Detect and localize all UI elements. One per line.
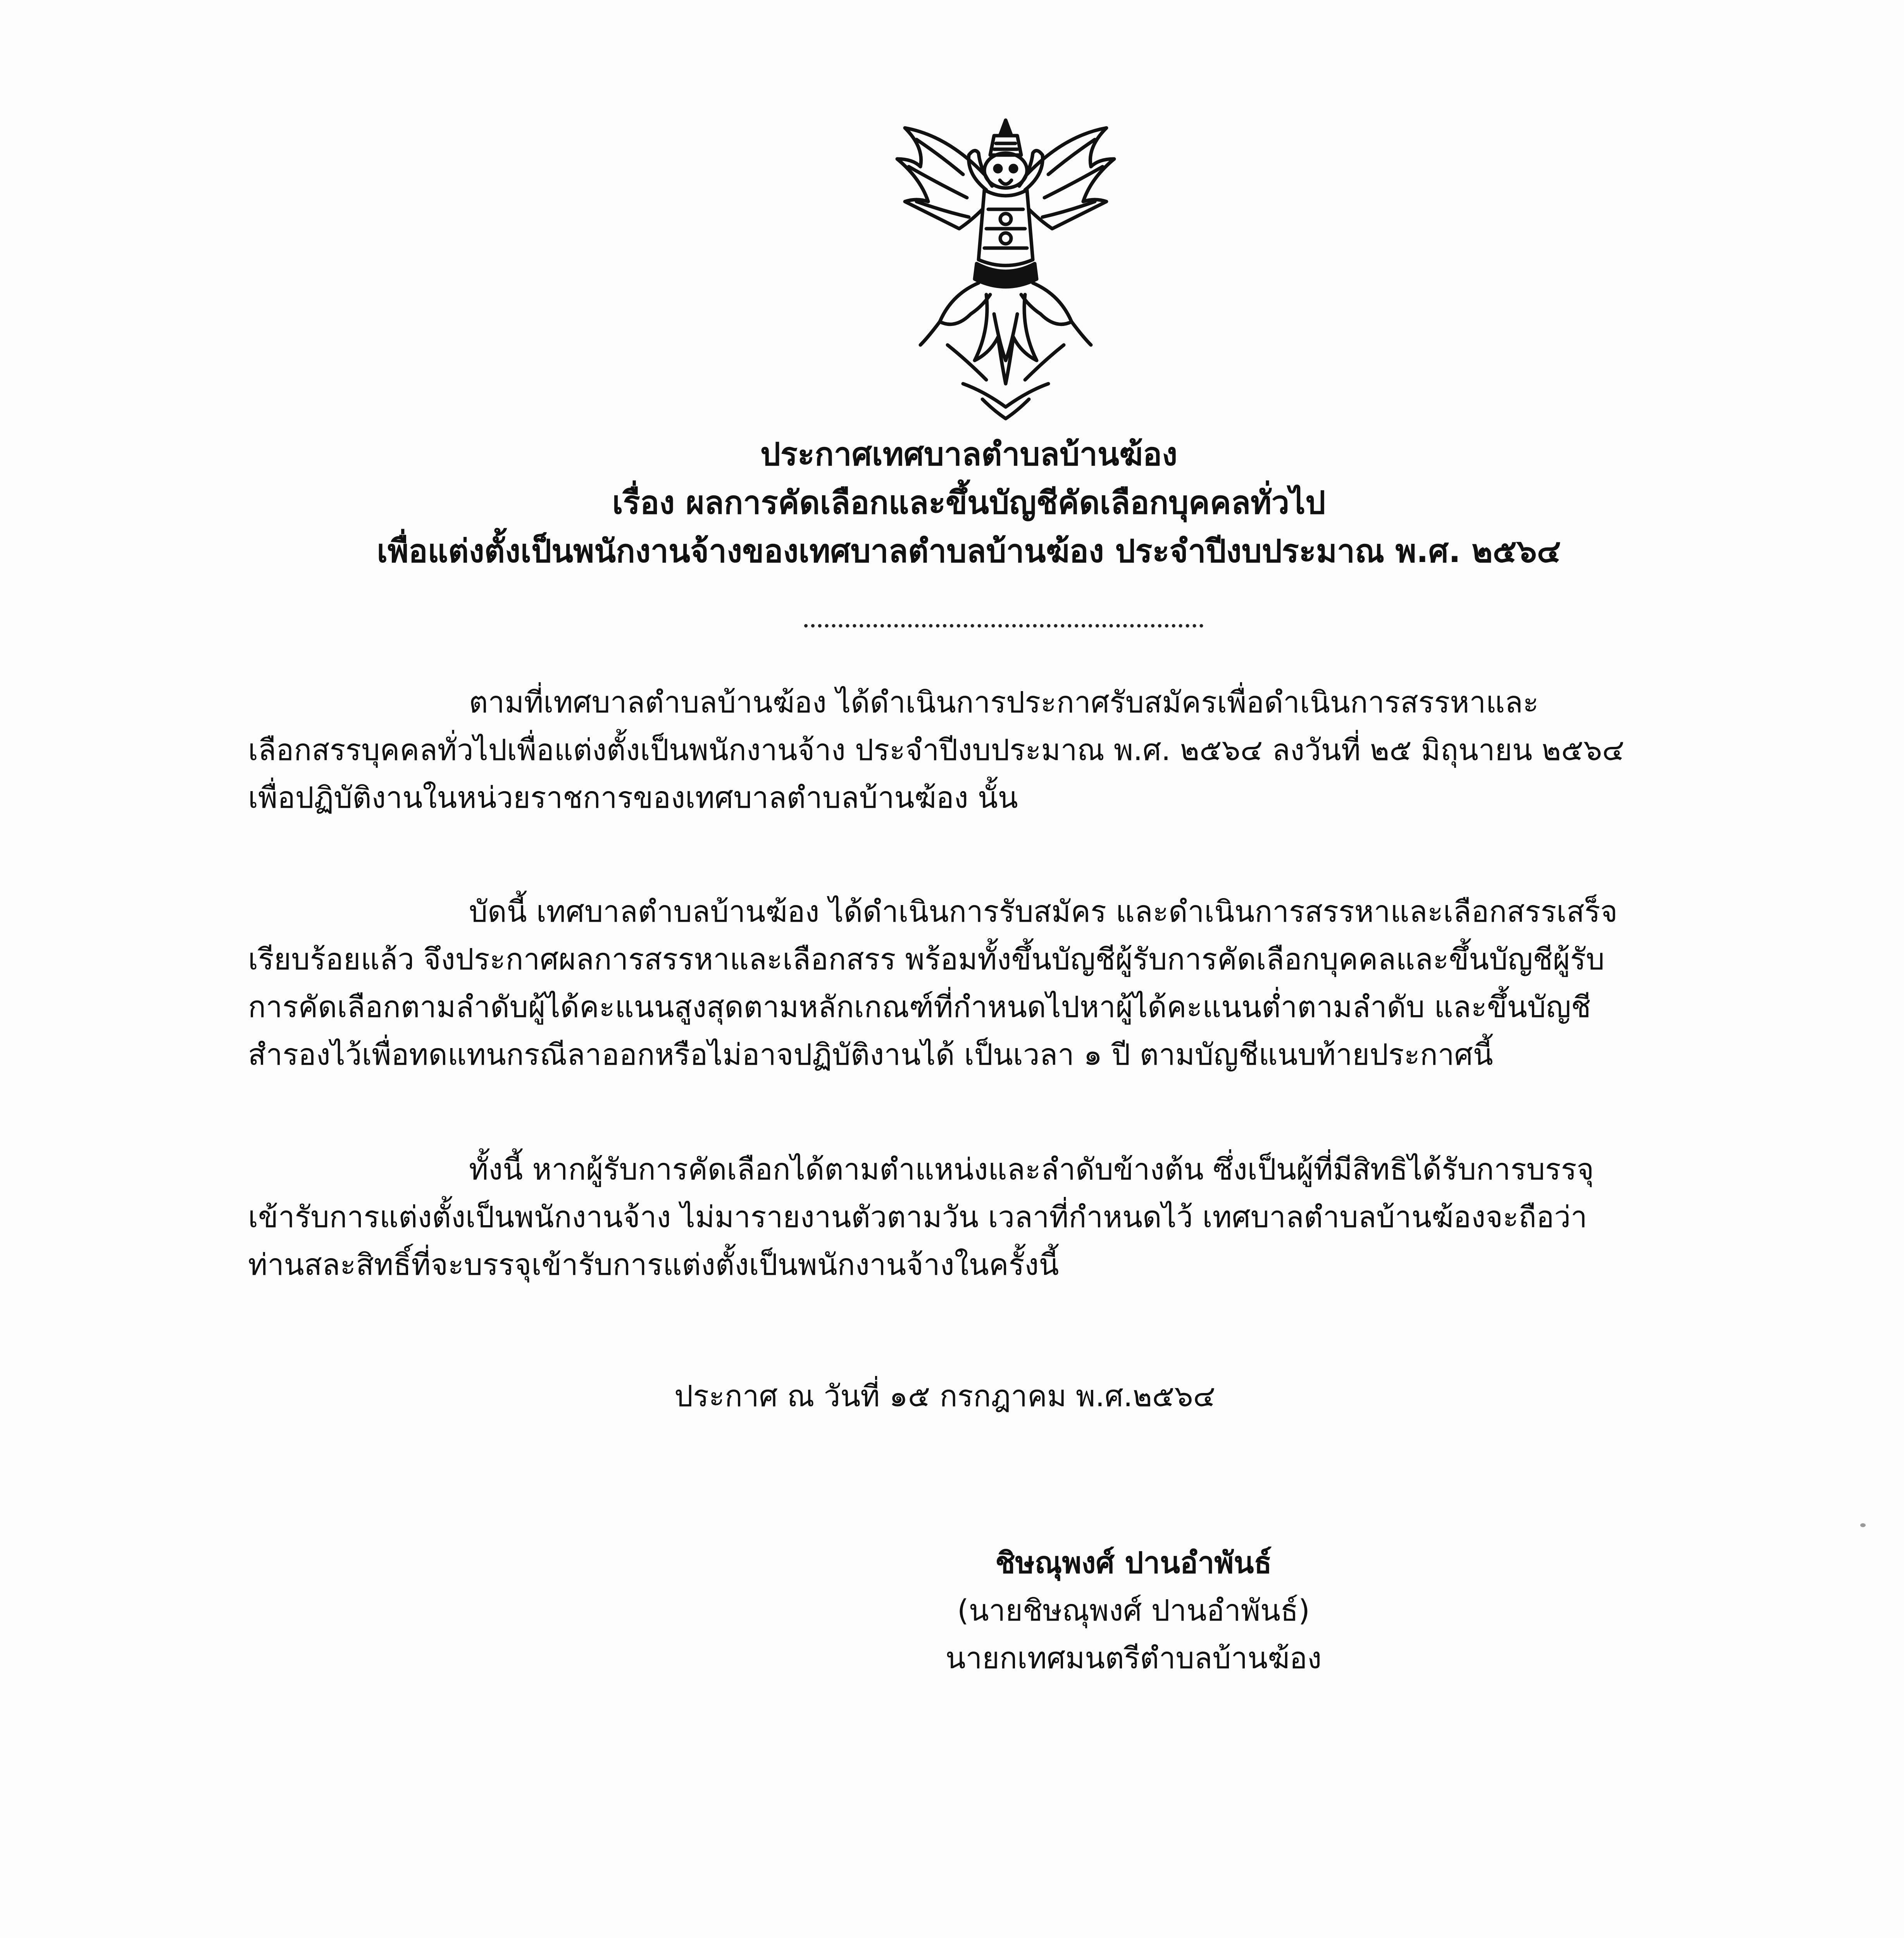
paragraph-results [248, 888, 1767, 1078]
paragraph-line: เรียบร้อยแล้ว จึงประกาศผลการสรรหาและเลือกสรร พร้อมทั้งขึ้นบัญชีผู้รับการคัดเลือกบุคคลและขึ้นบัญชีผู้รับ [248, 942, 1605, 976]
paragraph-line: เลือกสรรบุคคลทั่วไปเพื่อแต่งตั้งเป็นพนักงานจ้าง ประจำปีงบประมาณ พ.ศ. ๒๕๖๔ ลงวันที่ ๒๕ มิถุนายน ๒๕๖๔ [248, 733, 1625, 767]
title-issuer: ประกาศเทศบาลตำบลบ้านฆ้อง [760, 436, 1178, 473]
signatory-full-name: (นายชิษณุพงศ์ ปานอำพันธ์) [957, 1593, 1310, 1628]
announcement-date: ประกาศ ณ วันที่ ๑๕ กรกฎาคม พ.ศ.๒๕๖๔ [674, 1379, 1216, 1413]
paragraph-line: การคัดเลือกตามลำดับผู้ได้คะแนนสูงสุดตามหลักเกณฑ์ที่กำหนดไปหาผู้ได้คะแนนต่ำตามลำดับ และขึ้นบัญชี [248, 990, 1591, 1024]
signature-block [891, 1539, 1376, 1682]
paragraph-line: เข้ารับการแต่งตั้งเป็นพนักงานจ้าง ไม่มารายงานตัวตามวัน เวลาที่กำหนดไว้ เทศบาลตำบลบ้านฆ้องจะถือว่า [248, 1200, 1587, 1234]
announcement-title [233, 430, 1705, 576]
paragraph-line: ตามที่เทศบาลตำบลบ้านฆ้อง ได้ดำเนินการประกาศรับสมัครเพื่อดำเนินการสรรหาและ [469, 685, 1539, 719]
title-divider [804, 624, 1203, 628]
paragraph-line: ทั้งนี้ หากผู้รับการคัดเลือกได้ตามตำแหน่งและลำดับข้างต้น ซึ่งเป็นผู้ที่มีสิทธิได้รับการบรรจุ [469, 1152, 1594, 1186]
paragraph-line: บัดนี้ เทศบาลตำบลบ้านฆ้อง ได้ดำเนินการรับสมัคร และดำเนินการสรรหาและเลือกสรรเสร็จ [469, 894, 1618, 929]
paragraph-line: สำรองไว้เพื่อทดแทนกรณีลาออกหรือไม่อาจปฏิบัติงานได้ เป็นเวลา ๑ ปี ตามบัญชีแนบท้ายประกาศนี้ [248, 1037, 1493, 1072]
signatory-position: นายกเทศมนตรีตำบลบ้านฆ้อง [945, 1641, 1322, 1675]
signed-name: ชิษณุพงศ์ ปานอำพันธ์ [995, 1545, 1272, 1580]
paragraph-background [248, 678, 1767, 821]
paragraph-line: เพื่อปฏิบัติงานในหน่วยราชการของเทศบาลตำบลบ้านฆ้อง นั้น [248, 780, 1018, 815]
paragraph-line: ท่านสละสิทธิ์ที่จะบรรจุเข้ารับการแต่งตั้งเป็นพนักงานจ้างในครั้งนี้ [248, 1247, 1059, 1282]
garuda-emblem-icon [889, 112, 1122, 422]
paragraph-conditions [248, 1145, 1767, 1288]
title-subject: เรื่อง ผลการคัดเลือกและขึ้นบัญชีคัดเลือกบุคคลทั่วไป [612, 484, 1326, 521]
title-purpose: เพื่อแต่งตั้งเป็นพนักงานจ้างของเทศบาลตำบลบ้านฆ้อง ประจำปีงบประมาณ พ.ศ. ๒๕๖๔ [377, 533, 1561, 570]
scan-speck [1860, 1523, 1866, 1527]
